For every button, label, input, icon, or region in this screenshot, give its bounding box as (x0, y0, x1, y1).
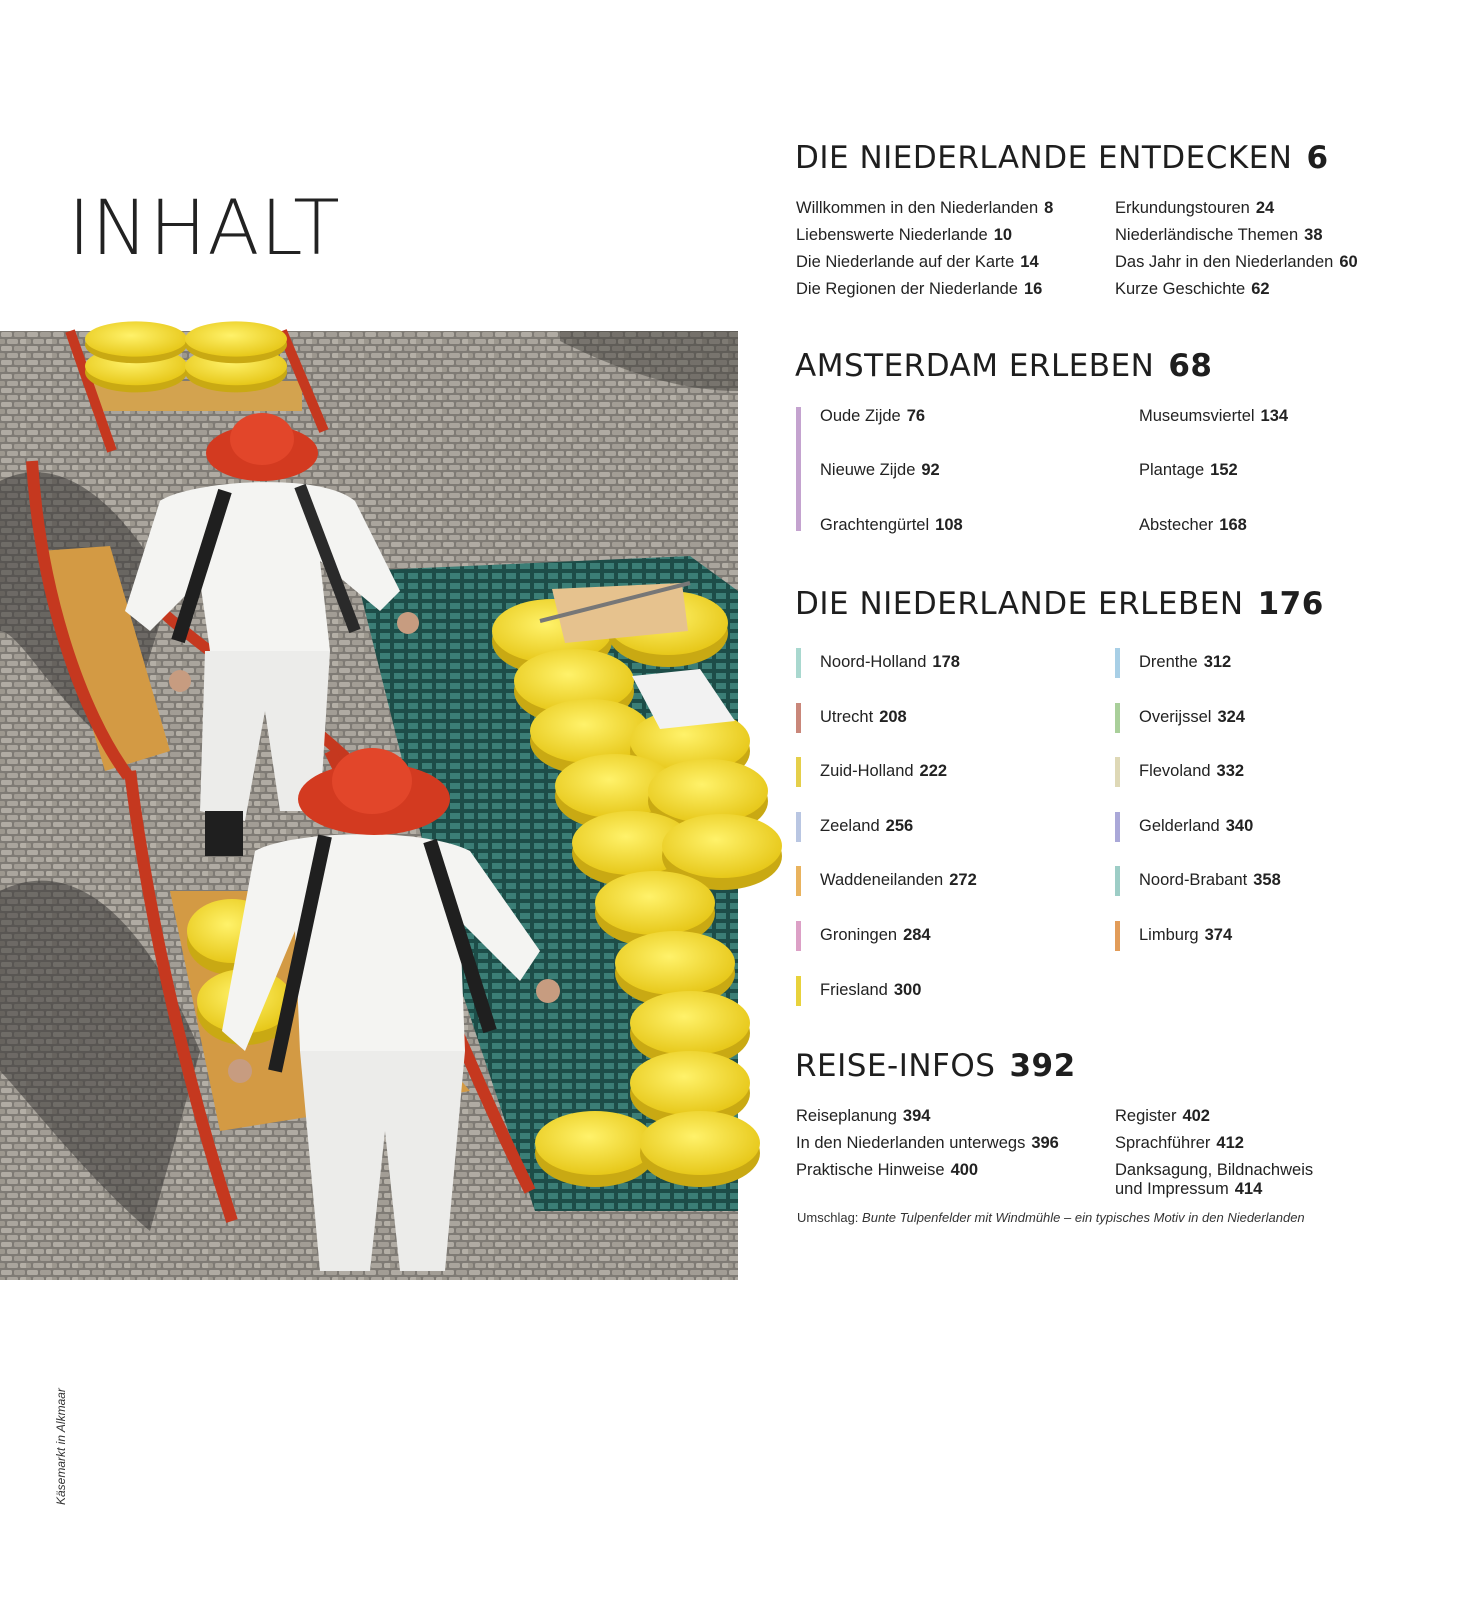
region-color-bar (1115, 648, 1120, 678)
region-color-bar (1115, 757, 1120, 787)
region-label: Zeeland 256 (820, 817, 914, 835)
infos-list-left (796, 1103, 1059, 1184)
toc-entry[interactable]: In den Niederlanden unterwegs 396 (796, 1134, 1059, 1152)
entdecken-list-left (796, 195, 1053, 303)
toc-entry[interactable]: Register 402 (1115, 1107, 1210, 1125)
region-label: Drenthe 312 (1139, 653, 1232, 671)
toc-entry[interactable]: Die Regionen der Niederlande 16 (796, 280, 1043, 298)
region-color-bar (796, 703, 801, 733)
toc-entry[interactable]: Sprachführer 412 (1115, 1134, 1244, 1152)
section-amsterdam-title[interactable]: AMSTERDAM ERLEBEN 68 (795, 348, 1213, 384)
region-label: Noord-Brabant 358 (1139, 871, 1281, 889)
region-color-bar (796, 866, 801, 896)
toc-entry[interactable]: Praktische Hinweise 400 (796, 1161, 979, 1179)
region-label: Overijssel 324 (1139, 708, 1245, 726)
region-label: Utrecht 208 (820, 708, 907, 726)
cheese-market-photo (0, 331, 738, 1505)
region-color-bar (796, 812, 801, 842)
region-color-bar (1115, 921, 1120, 951)
section-infos-title[interactable]: REISE-INFOS 392 (795, 1048, 1076, 1084)
toc-entry[interactable]: Erkundungstouren 24 (1115, 199, 1275, 217)
amsterdam-color-bar (796, 407, 801, 531)
region-color-bar (796, 976, 801, 1006)
toc-entry[interactable]: Die Niederlande auf der Karte 14 (796, 253, 1039, 271)
toc-entry[interactable]: und Impressum 414 (1115, 1180, 1263, 1198)
region-label: Waddeneilanden 272 (820, 871, 977, 889)
page-title: INHALT (68, 182, 341, 272)
region-label: Zuid-Holland 222 (820, 762, 948, 780)
region-label: Groningen 284 (820, 926, 931, 944)
infos-list-right (1115, 1103, 1313, 1199)
region-color-bar (1115, 812, 1120, 842)
section-erleben-title[interactable]: DIE NIEDERLANDE ERLEBEN 176 (795, 586, 1324, 622)
entdecken-list-right (1115, 195, 1358, 303)
region-color-bar (796, 757, 801, 787)
region-label: Gelderland 340 (1139, 817, 1254, 835)
toc-entry[interactable]: Liebenswerte Niederlande 10 (796, 226, 1013, 244)
region-label: Friesland 300 (820, 981, 922, 999)
photo-caption: Käsemarkt in Alkmaar (52, 1355, 71, 1611)
toc-entry[interactable]: Niederländische Themen 38 (1115, 226, 1323, 244)
cover-note: Umschlag: Bunte Tulpenfelder mit Windmühle – ein typisches Motiv in den Niederlanden (797, 1210, 1305, 1225)
section-entdecken-title[interactable]: DIE NIEDERLANDE ENTDECKEN 6 (795, 140, 1329, 176)
region-label: Limburg 374 (1139, 926, 1233, 944)
toc-entry[interactable]: Willkommen in den Niederlanden 8 (796, 199, 1054, 217)
region-label: Flevoland 332 (1139, 762, 1245, 780)
region-color-bar (1115, 703, 1120, 733)
region-color-bar (796, 921, 801, 951)
toc-entry[interactable]: Reiseplanung 394 (796, 1107, 931, 1125)
toc-entry[interactable]: Kurze Geschichte 62 (1115, 280, 1270, 298)
toc-entry[interactable]: Das Jahr in den Niederlanden 60 (1115, 253, 1358, 271)
region-color-bar (796, 648, 801, 678)
region-color-bar (1115, 866, 1120, 896)
region-label: Noord-Holland 178 (820, 653, 960, 671)
toc-entry[interactable]: Danksagung, Bildnachweis (1115, 1161, 1314, 1179)
